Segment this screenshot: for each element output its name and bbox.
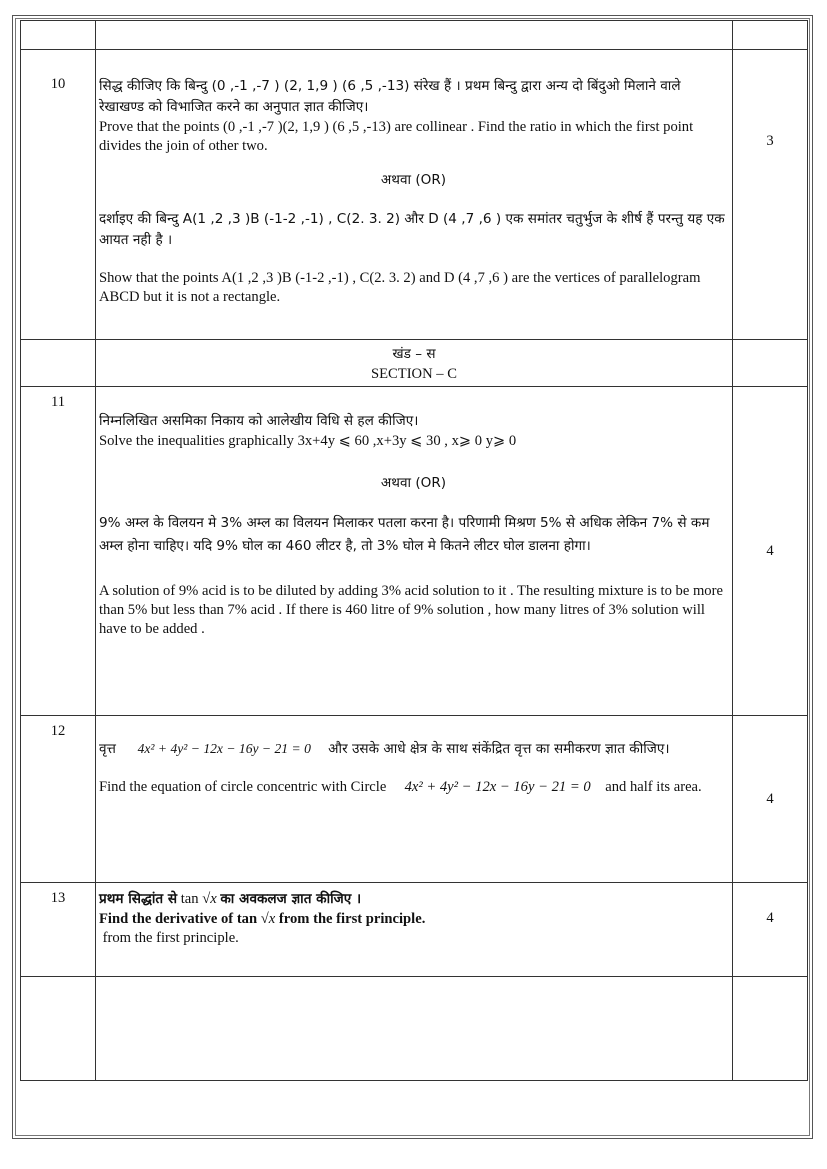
q13-english-b: from the first principle. xyxy=(278,911,426,927)
table-row-section-c xyxy=(21,340,808,387)
table-row-q13 xyxy=(21,883,808,977)
marks: 4 xyxy=(733,387,808,716)
table-row-q10 xyxy=(21,50,808,340)
q10-or-english-text: Show that the points A(1 ,2 ,3 )B (-1-2 ,-1) , C(2. 3. 2) and D (4 ,7 ,6 ) are the vertices of parallelogram ABCD but it is not a rectangle. xyxy=(99,270,701,305)
sqrt-x: √x xyxy=(202,891,217,907)
or-label: अथवा (OR) xyxy=(380,172,447,188)
q11-or-hindi-text: 9% अम्ल के विलयन मे 3% अम्ल का विलयन मिलाकर पतला करना है। परिणामी मिश्रण 5% से अधिक लेकिन 7% से कम अम्ल होना चाहिए। यदि 9% घोल का 460 लीटर है, तो 3% घोल मे कितने लीटर घोल डालना होगा। xyxy=(99,515,710,554)
q12-english-text xyxy=(99,778,728,797)
q12-hindi-prefix: वृत्त xyxy=(99,741,116,757)
table-row-bottom-blank xyxy=(21,977,808,1081)
marks: 3 xyxy=(733,50,808,340)
tan-label: tan xyxy=(180,891,199,907)
marks: 4 xyxy=(733,883,808,977)
section-english: SECTION – C xyxy=(371,366,457,382)
q13-english-text xyxy=(99,910,728,929)
question-body xyxy=(96,883,733,977)
question-number: 12 xyxy=(21,716,96,883)
circle-equation: 4x² + 4y² − 12x − 16y − 21 = 0 xyxy=(404,779,591,795)
section-heading xyxy=(96,340,733,387)
circle-equation: 4x² + 4y² − 12x − 16y − 21 = 0 xyxy=(137,741,311,756)
q11-hindi-text: निम्नलिखित असमिका निकाय को आलेखीय विधि से हल कीजिए। xyxy=(99,413,419,429)
q10-or-hindi-text: दर्शाइए की बिन्दु A(1 ,2 ,3 )B (-1-2 ,-1) , C(2. 3. 2) और D (4 ,7 ,6 ) एक समांतर चतुर्भुज के शीर्ष हैं परन्तु यह एक आयत नही है । xyxy=(99,211,725,248)
table-row-q11 xyxy=(21,387,808,716)
table-row-q12 xyxy=(21,716,808,883)
table-row-top-blank xyxy=(21,21,808,50)
q11-or-english-text: A solution of 9% acid is to be diluted by adding 3% acid solution to it . The resulting mixture is to be more than 5% but less than 7% acid . If there is 460 litre of 9% solution , how many litres of 3% solution will have to be added . xyxy=(99,583,723,637)
question-number: 10 xyxy=(21,50,96,340)
q10-english-text: Prove that the points (0 ,-1 ,-7 )(2, 1,9 ) (6 ,5 ,-13) are collinear . Find the ratio in which the first point divides the join of other two. xyxy=(99,119,694,154)
q12-english-prefix: Find the equation of circle concentric with Circle xyxy=(99,779,387,795)
q12-hindi-suffix: और उसके आधे क्षेत्र के साथ संकेंद्रित वृत्त का समीकरण ज्ञात कीजिए। xyxy=(328,741,670,757)
q10-hindi-text: सिद्ध कीजिए कि बिन्दु (0 ,-1 ,-7 ) (2, 1,9 ) (6 ,5 ,-13) संरेख हैं । प्रथम बिन्दु द्वारा अन्य दो बिंदुओ मिलाने वाले रेखाखण्ड को विभाजित करने का अनुपात ज्ञात कीजिए। xyxy=(99,78,681,115)
or-label: अथवा (OR) xyxy=(380,475,447,491)
question-number: 11 xyxy=(21,387,96,716)
q13-hindi-b: का अवकलज ज्ञात कीजिए । xyxy=(220,891,362,907)
question-body xyxy=(96,50,733,340)
q13-hindi-a: प्रथम सिद्धांत से xyxy=(99,891,178,907)
q13-english-a: Find the derivative of tan xyxy=(99,911,258,927)
q13-hindi-text xyxy=(99,889,728,910)
question-number: 13 xyxy=(21,883,96,977)
q12-english-suffix: and half its area. xyxy=(605,779,702,795)
q13-english-repeat: from the first principle. xyxy=(99,930,239,946)
q11-english-text: Solve the inequalities graphically 3x+4y ⩽ 60 ,x+3y ⩽ 30 , x⩾ 0 y⩾ 0 xyxy=(99,433,517,449)
question-body xyxy=(96,716,733,883)
question-table xyxy=(20,20,808,1081)
marks: 4 xyxy=(733,716,808,883)
question-body xyxy=(96,387,733,716)
section-hindi: खंड – स xyxy=(392,346,436,362)
sqrt-x: √x xyxy=(260,911,276,927)
q12-hindi-text xyxy=(99,738,728,760)
